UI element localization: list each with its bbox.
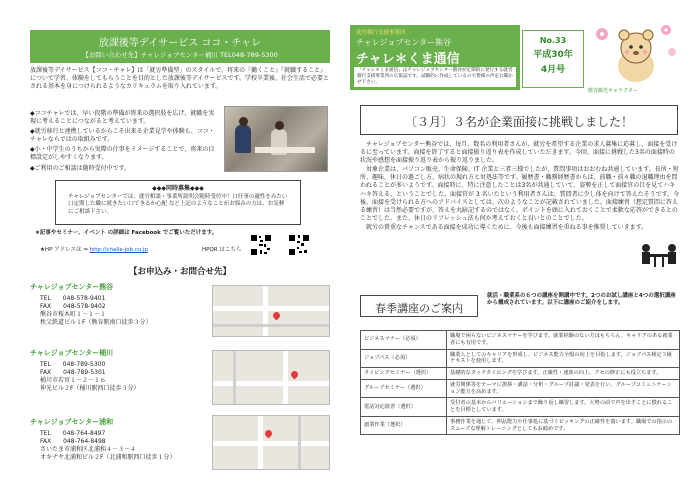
season-description: 就活・職業系の６つの講座を開講中です。2つのお試し講座と4つの選択講座から構成されています。以下に講座のご紹介をします。 xyxy=(487,293,676,307)
interview-illustration-icon xyxy=(640,240,678,270)
article-paragraph: 就労の貴重なチャンスである面接を成功に導くために、今後も面接練習を重ねる事を推奨していきます。 xyxy=(366,223,648,231)
course-table xyxy=(360,330,680,435)
course-name: タイピングセミナー（選択） xyxy=(361,368,447,380)
headline: 〔３月〕３名が企業面接に挑戦しました！ xyxy=(404,115,633,129)
shop-name: チャレジョブセンター浦和 xyxy=(30,418,114,426)
hp-address xyxy=(40,247,148,254)
left-banner-title: 放課後等デイサービス ココ・チャレ xyxy=(98,38,262,49)
issue-year: 平成30年 xyxy=(533,50,573,60)
shop-name: チャレジョブセンター熊谷 xyxy=(30,283,114,291)
course-desc: 受付者の基本からバリエーションまで繰り返し練習します。大勢の前で声を出すことに慣れることを目標としています。 xyxy=(447,398,680,417)
header-line1: 就労移行支援事業所 xyxy=(356,30,406,36)
recruit-box-title: ◆◆◆同時募集◆◆◆ xyxy=(152,185,204,192)
shop-tel: TEL 048-789-5300 xyxy=(40,361,106,368)
shop-address-building: オキナヤ北浦和ビル２F（北浦和駅西口徒歩１分） xyxy=(40,454,176,462)
shop-fax: FAX 048-578-9402 xyxy=(40,303,106,311)
mascot-area xyxy=(588,22,678,92)
facebook-note: ★記事やセミナー、イベント の詳細は Facebook でご覧いただけます。 xyxy=(35,230,218,236)
header-note: 「チャレ＊くま通信」はチャレジョブセンター熊谷が定期的に発行する就労移行支援事業所の広報誌です。試験的に作成しているので皆様の声をお聞かせ下さい。 xyxy=(354,67,516,87)
shop-block-kumagaya xyxy=(30,282,200,327)
header-line2: チャレジョブセンター熊谷 xyxy=(356,38,451,47)
mascot-icon xyxy=(588,22,678,84)
shop-address-building: 伸光ビル２F（桶川駅西口徒歩３分） xyxy=(40,385,140,393)
course-name: ビジネスマナー（必須） xyxy=(361,331,447,350)
table-row xyxy=(361,349,680,368)
left-banner xyxy=(30,30,330,63)
course-desc: 職場で困らないビジネスマナーを学びます。就業経験のない方はもちろん、キャリアのある就業者にも有用です。 xyxy=(447,331,680,350)
mascot-caption: 熊谷観光キャラクター xyxy=(588,88,638,94)
shop-block-urawa xyxy=(30,417,210,462)
course-desc: 事務作業を通じて、伸品能力や仕事処に基づくピッキングの正確性を養います。職場での指示のスムーズな理解トレーニングとしてもお勧めです。 xyxy=(447,416,680,435)
map-kumagaya xyxy=(212,285,330,337)
season-title-box xyxy=(360,295,478,317)
course-name: 電話対応演習（選択） xyxy=(361,398,447,417)
course-name: ジョブパス（必須） xyxy=(361,349,447,368)
hpqr-label: HPQR はこちら xyxy=(202,247,242,253)
table-row xyxy=(361,368,680,380)
article-paragraph: チャレジョブセンター熊谷では、毎月、数名の利用者さんが、就労を希望する企業の求人募集に応募し、面接を受けるに至っています。面接を終了すると面接振り返り表を作成していただきます。今回、面接に挑戦した3名の面接時の状況や感想を面接振り返り表から振り返りました。 xyxy=(360,141,678,165)
hp-qr-icon xyxy=(288,234,310,256)
left-intro-text: 放課後等デイサービス【ココ・チャレ】は「就労準備型」のスタイルで、将来の『働くこと』『就職すること』について学習、体験をしてもらうことを目的とした放課後等デイサービスです。学校卒業後、社会生活で必要とされる基本を身につけられるようなカリキュラムを取り入れています。 xyxy=(30,67,329,91)
shop-tel: TEL 048-764-8497 xyxy=(40,430,106,437)
shop-address: さいたま市浦和区北浦和４－３－４ xyxy=(40,446,137,454)
left-bullet-item: ◆小・中学生のうちから実際の仕事をイメージすることで、将来の目標設定がしやすくなります。 xyxy=(30,146,215,162)
activity-photo xyxy=(224,106,328,172)
course-name: 創業作業（選択） xyxy=(361,416,447,435)
article-paragraph: 対象企業は、パソコン販売、生命保険、IT 企業と三者三様でしたが、質問事項はおおむね共通しています。長所・短所、趣味、休日の過ごし方、病状の現れ方と対処法等です。履歴書・職務経歴書からは、前職・前々職の退職理由を問われることが多いようです。面接時に、特に注意したことは3名が共通していて、姿勢を正して面接官の目を見てハキハキ答える、ということでした。面接官が 3 名いたという利用者さんは、質問者に少し体を向けて答えたそうです。今後、面接を受けられる方へのアドバイスとしては、次のようなことが記載されていました。面接練習（想定質問に答える練習）は当然必要ですが、答えを丸暗記するのではなく、ポイントを頭に入れておくことで柔軟な応答ができるとのことでした。また、休日のリフレッシュ法も何か考えておくと良いとのことでした。 xyxy=(360,166,680,222)
left-bullet-item: ◆ご利用のご相談は随時受付中です。 xyxy=(30,164,131,172)
shop-name: チャレジョブセンター桶川 xyxy=(30,349,114,357)
left-banner-subtitle: 【お問い合わせ先】チャレジョブセンター桶川 TEL048-789-5300 xyxy=(82,51,278,59)
table-row xyxy=(361,398,680,417)
headline-box xyxy=(360,105,678,135)
table-row xyxy=(361,379,680,398)
shop-block-okegawa xyxy=(30,348,200,393)
course-desc: 基礎的なタッチタイピングを学びます。正確性・速度の向上、クセの修正にも役立ちます。 xyxy=(447,368,680,380)
shop-fax: FAX 048-764-8498 xyxy=(40,438,106,446)
course-name: グループセミナー（選択） xyxy=(361,379,447,398)
course-desc: 就労関係等をテーマに挨拶・講話・分析・グループ討議・発表を行い、グループコミュニケーション能力を高めます。 xyxy=(447,379,680,398)
recruit-box-body: チャレジョブセンターでは、就労相談・事業所説明会随時受付中！口任事の適性をみたい口定期した職に就きたい口できるか心配 など上記のようなことがお悩みの方は、お気軽にご相談下さい。 xyxy=(68,194,288,215)
shop-fax: FAX 048-789-5301 xyxy=(40,369,106,377)
hp-label: ★HP アドレスは ⇒ xyxy=(40,247,88,253)
table-row xyxy=(361,331,680,350)
newsletter-title: チャレ＊くま通信 xyxy=(356,52,460,67)
recruit-box xyxy=(55,180,301,225)
shop-tel: TEL 048-578-9401 xyxy=(40,295,106,302)
issue-month: 4月号 xyxy=(540,65,566,75)
shop-address: 桶川市若宮１－２－１６ xyxy=(40,377,107,385)
shop-address-building: 秩父鉄道ビル１F（熊谷駅南口徒歩３分） xyxy=(40,319,152,327)
hp-link[interactable]: http://challe-job.co.jp xyxy=(89,247,148,253)
issue-box xyxy=(522,30,584,88)
apply-title: 【お申込み・お問合せ先】 xyxy=(128,267,231,277)
left-bullet-item: ◆就労移行と連携しているからこそ出来る企業見学や体験も、ココ・チャレならではの取組みです。 xyxy=(30,128,215,144)
left-bullet-item: ◆ココチャレでは、早い段階の準備が将来の選択肢を広げ、就職を実現に考えることにつながると考えています。 xyxy=(30,110,215,126)
map-urawa xyxy=(212,415,330,470)
map-okegawa xyxy=(212,350,330,405)
article-body xyxy=(360,141,680,233)
facebook-qr-icon xyxy=(250,234,272,256)
season-title: 春季講座のご案内 xyxy=(375,302,463,315)
shop-address: 熊谷市桜木町１－１－１ xyxy=(40,311,107,319)
newsletter-header xyxy=(350,25,520,90)
issue-number: No.33 xyxy=(539,36,567,45)
left-bullet-list xyxy=(30,110,220,175)
table-row xyxy=(361,416,680,435)
course-desc: 職業人としてのキャリアを形成し、ビジネス能力全般の向上を目指します。ジョブパス検定３級テキストを使用します。 xyxy=(447,349,680,368)
